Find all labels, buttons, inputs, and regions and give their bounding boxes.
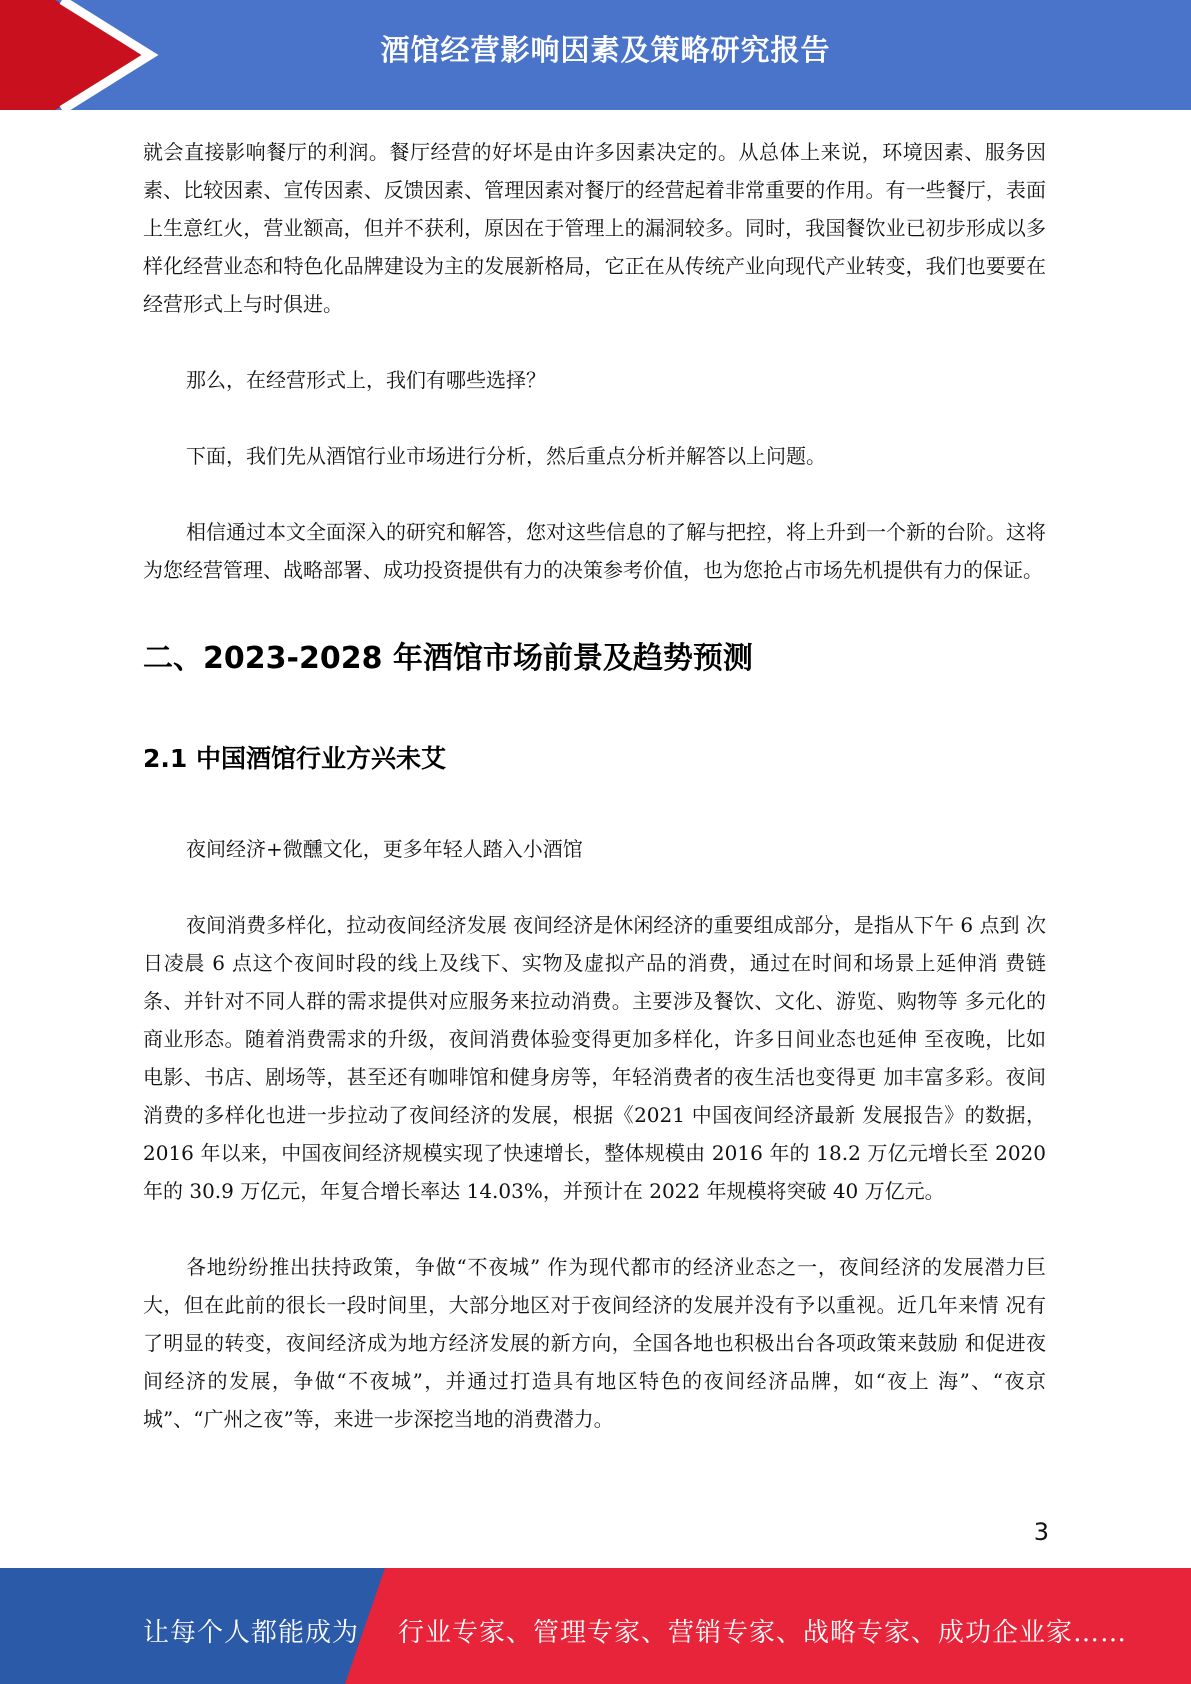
document-body	[143, 133, 1046, 1438]
footer-slogan-left: 让每个人都能成为	[143, 1618, 360, 1648]
intro-paragraph-4: 相信通过本文全面深入的研究和解答，您对这些信息的了解与把控，将上升到一个新的台阶。这将为您经营管理、战略部署、成功投资提供有力的决策参考价值，也为您抢占市场先机提供有力的保证。	[143, 520, 1046, 582]
page-header	[0, 0, 1191, 110]
page-footer	[0, 1568, 1191, 1684]
section-2-1-heading: 2.1 中国酒馆行业方兴未艾	[143, 744, 446, 773]
section-2-1-paragraph-3: 各地纷纷推出扶持政策，争做“不夜城” 作为现代都市的经济业态之一，夜间经济的发展潜力巨 大，但在此前的很长一段时间里，大部分地区对于夜间经济的发展并没有予以重视。近几年来情 况有了明显的转变，夜间经济成为地方经济发展的新方向，全国各地也积极出台各项政策来鼓励 和促进夜间经济的发展，争做“不夜城”，并通过打造具有地区特色的夜间经济品牌，如“夜上 海”、“夜京城”、“广州之夜”等，来进一步深挖当地的消费潜力。	[143, 1255, 1046, 1431]
header-title: 酒馆经营影响因素及策略研究报告	[380, 33, 831, 67]
intro-paragraph-2: 那么，在经营形式上，我们有哪些选择？	[186, 368, 546, 392]
intro-paragraph-1: 就会直接影响餐厅的利润。餐厅经营的好坏是由许多因素决定的。从总体上来说，环境因素、服务因素、比较因素、宣传因素、反馈因素、管理因素对餐厅的经营起着非常重要的作用。有一些餐厅，表面上生意红火，营业额高，但并不获利，原因在于管理上的漏洞较多。同时，我国餐饮业已初步形成以多样化经营业态和特色化品牌建设为主的发展新格局，它正在从传统产业向现代产业转变，我们也要要在经营形式上与时俱进。	[143, 140, 1046, 316]
section-2-1-paragraph-2: 夜间消费多样化，拉动夜间经济发展 夜间经济是休闲经济的重要组成部分，是指从下午 6 点到 次日凌晨 6 点这个夜间时段的线上及线下、实物及虚拟产品的消费，通过在时间和场景上延伸消 费链条、并针对不同人群的需求提供对应服务来拉动消费。主要涉及餐饮、文化、游览、购物等 多元化的商业形态。随着消费需求的升级，夜间消费体验变得更加多样化，许多日间业态也延伸 至夜晚，比如电影、书店、剧场等，甚至还有咖啡馆和健身房等，年轻消费者的夜生活也变得更 加丰富多彩。夜间消费的多样化也进一步拉动了夜间经济的发展，根据《2021 中国夜间经济最新 发展报告》的数据，2016 年以来，中国夜间经济规模实现了快速增长，整体规模由 2016 年的 18.2 万亿元增长至 2020 年的 30.9 万亿元，年复合增长率达 14.03%，并预计在 2022 年规模将突破 40 万亿元。	[143, 913, 1046, 1203]
section-2-heading: 二、2023-2028 年酒馆市场前景及趋势预测	[143, 641, 753, 676]
intro-paragraph-3: 下面，我们先从酒馆行业市场进行分析，然后重点分析并解答以上问题。	[186, 444, 826, 468]
section-2-1-paragraph-1: 夜间经济+微醺文化，更多年轻人踏入小酒馆	[186, 837, 583, 861]
page-number: 3	[1033, 1518, 1049, 1546]
footer-slogan-right: 行业专家、管理专家、营销专家、战略专家、成功企业家……	[398, 1618, 1128, 1648]
